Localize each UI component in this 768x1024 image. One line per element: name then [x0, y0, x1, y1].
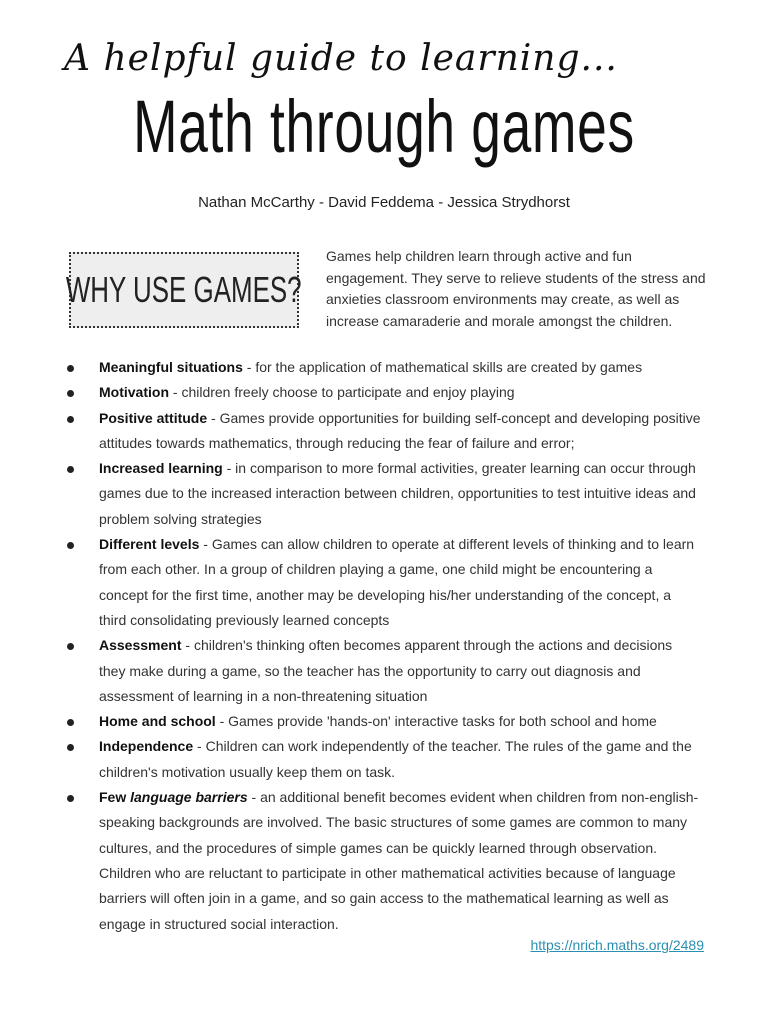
benefit-title: Home and school — [99, 713, 216, 730]
benefit-title: Different levels — [99, 536, 200, 553]
list-item — [62, 456, 702, 532]
list-item — [62, 380, 702, 405]
benefit-title: Motivation — [99, 384, 169, 401]
benefit-title: Meaningful situations — [99, 359, 243, 375]
script-title: A helpful guide to learning... — [64, 38, 618, 79]
benefit-text: - Games can allow children to operate at different levels of thinking and to learn from each other. In a group of children playing a game, one child might be encountering a concept for the first time, another may be developing his/her understanding of the concept, a third consolidating previously learned concepts — [99, 536, 695, 628]
benefit-text: - children's thinking often becomes apparent through the actions and decisions they make during a game, so the teacher has the opportunity to carry out diagnosis and assessment of learning in a non-threatening situation — [99, 637, 673, 704]
benefit-title: Few — [99, 789, 131, 806]
benefit-text: - Games provide opportunities for building self-concept and developing positive attitudes towards mathematics, through reducing the fear of failure and error; — [99, 409, 701, 451]
why-use-games-box — [66, 252, 302, 328]
list-item — [62, 532, 702, 633]
list-item — [62, 406, 702, 457]
bullet-dot-icon — [67, 744, 74, 751]
list-item — [62, 633, 702, 709]
benefits-list — [62, 355, 702, 937]
benefit-title-italic — [130, 789, 248, 805]
why-use-games-label: WHY USE GAMES? — [66, 269, 302, 310]
list-item — [62, 709, 702, 734]
list-item — [62, 355, 702, 380]
benefit-text: - children freely choose to participate and enjoy playing — [169, 384, 515, 401]
bullet-dot-icon — [67, 365, 74, 372]
intro-paragraph: Games help children learn through active and fun engagement. They serve to relieve students of the stress and anxieties classroom environments may create, as well as increase camaraderie and morale amongst the children. — [326, 248, 706, 329]
bullet-dot-icon — [67, 795, 74, 802]
bullet-dot-icon — [67, 416, 74, 423]
benefit-text: - Games provide 'hands-on' interactive tasks for both school and home — [215, 713, 657, 730]
source-link[interactable]: https://nrich.maths.org/2489 — [530, 937, 704, 953]
benefit-text: - for the application of mathematical skills are created by games — [242, 359, 643, 375]
bullet-dot-icon — [67, 643, 74, 650]
language-barriers-term: language barriers — [130, 789, 248, 806]
bullet-dot-icon — [67, 542, 74, 549]
benefit-title: Independence — [99, 738, 194, 755]
list-item — [62, 785, 702, 937]
list-item — [62, 734, 702, 785]
benefit-text: - an additional benefit becomes evident when children from non-english-speaking backgrounds are involved. The basic structures of some games are common to many cultures, and the procedures of simple games can be quickly learned through observation. Children who are reluctant to participate in other mathematical activities because of language barriers will often join in a game, and so gain access to the mathematical learning as well as engage in structured social interaction. — [99, 789, 699, 932]
bullet-dot-icon — [67, 466, 74, 473]
main-title: Math through games — [133, 85, 635, 168]
benefit-title: Assessment — [99, 637, 182, 654]
bullet-dot-icon — [67, 390, 74, 397]
benefit-title: Positive attitude — [99, 409, 208, 426]
authors-line: Nathan McCarthy - David Feddema - Jessica Strydhorst — [198, 194, 570, 211]
benefit-text: - Children can work independently of the teacher. The rules of the game and the children's motivation usually keep them on task. — [99, 738, 692, 780]
benefit-text: - in comparison to more formal activities, greater learning can occur through games due to the increased interaction between children, opportunities to test intuitive ideas and problem solving strategies — [99, 460, 696, 527]
benefit-title: Increased learning — [99, 460, 223, 477]
bullet-dot-icon — [67, 719, 74, 726]
